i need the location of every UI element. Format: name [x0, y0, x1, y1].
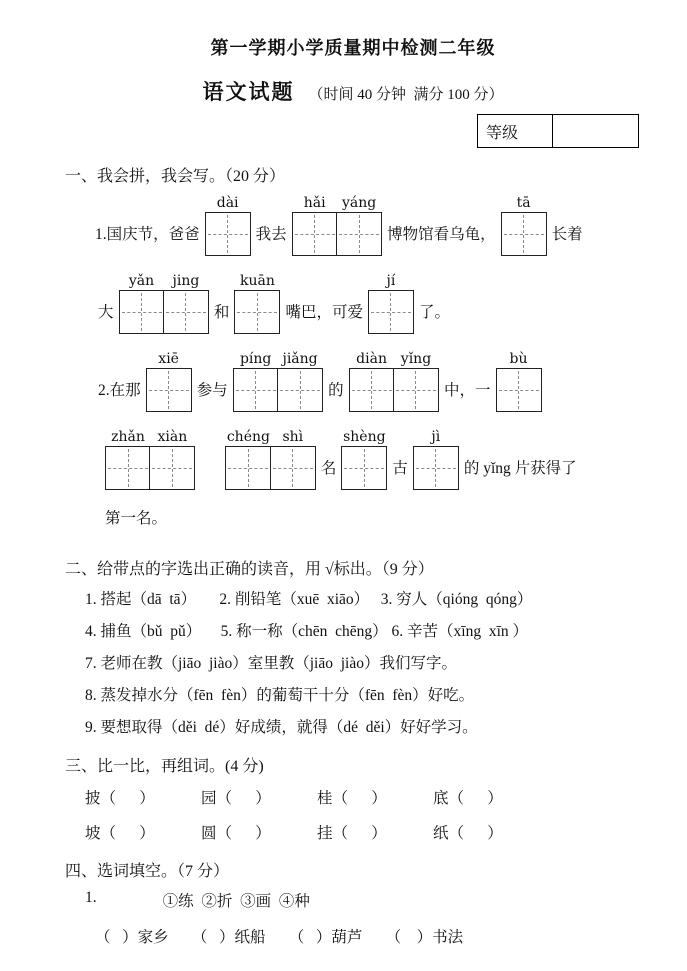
writing-box[interactable] — [233, 368, 279, 412]
pinyin-label: yǐng — [400, 351, 432, 367]
writing-box-col — [413, 428, 459, 490]
pinyin-label: tā — [516, 195, 531, 211]
writing-box-group — [234, 272, 280, 334]
word-pair-cell: 底（ ） — [433, 790, 503, 807]
word-pair-cell: 坡（ ） — [85, 825, 155, 842]
write-line — [65, 272, 641, 334]
pinyin-label: yáng — [341, 195, 377, 211]
writing-box-col — [205, 194, 251, 256]
pinyin-label: bù — [509, 351, 528, 367]
writing-box[interactable] — [496, 368, 542, 412]
writing-box-col — [146, 350, 192, 412]
pronunciation-item: 9. 要想取得（děi dé）好成绩，就得（dé děi）好好学习。 — [85, 719, 478, 736]
writing-box-col — [368, 272, 414, 334]
writing-box-col — [270, 428, 316, 490]
writing-box[interactable] — [270, 446, 316, 490]
section3-heading: 三、比一比，再组词。(4 分) — [65, 758, 264, 775]
writing-box-col — [149, 428, 195, 490]
sentence-text: 了。 — [418, 304, 450, 321]
writing-box-col — [341, 428, 387, 490]
writing-box[interactable] — [349, 368, 395, 412]
writing-box-group — [496, 350, 542, 412]
word-options: ①练 ②折 ③画 ④种 — [162, 893, 310, 910]
grade-value-cell[interactable] — [553, 114, 639, 148]
grade-table — [65, 114, 639, 148]
sentence-text: 名 — [320, 460, 337, 477]
page-title: 第一学期小学质量期中检测二年级 — [210, 38, 496, 58]
section2-heading: 二、给带点的字选出正确的读音，用 √标出。（9 分） — [65, 561, 434, 578]
writing-box[interactable] — [105, 446, 151, 490]
write-line — [65, 350, 641, 412]
pronunciation-item: 7. 老师在教（jiāo jiào）室里教（jiāo jiào）我们写字。 — [85, 655, 457, 672]
pinyin-label: chéng — [226, 429, 270, 445]
writing-box[interactable] — [234, 290, 280, 334]
pronunciation-items — [65, 589, 641, 738]
pinyin-label: yǎn — [128, 273, 155, 289]
writing-box-group — [349, 350, 439, 412]
writing-box-col — [501, 194, 547, 256]
word-choice-line — [65, 889, 641, 911]
sentence-text: 古 — [392, 460, 408, 477]
writing-box-col — [393, 350, 439, 412]
writing-box-group — [368, 272, 414, 334]
word-pair-cell: 桂（ ） — [317, 790, 387, 807]
sentence-text: 和 — [213, 304, 230, 321]
writing-box[interactable] — [368, 290, 414, 334]
writing-box-group — [205, 194, 251, 256]
writing-box-col — [163, 272, 209, 334]
fill-blanks-line: （ ）家乡 （ ）纸船 （ ）葫芦 （ ）书法 — [95, 929, 464, 946]
write-line — [65, 506, 641, 540]
pronunciation-item: 1. 搭起（dā tā） 2. 削铅笔（xuē xiāo） 3. 穷人（qióng qóng） — [85, 591, 533, 608]
pinyin-label: xiàn — [157, 429, 188, 445]
write-line — [65, 428, 641, 490]
writing-box[interactable] — [393, 368, 439, 412]
grade-label-cell: 等级 — [477, 114, 553, 148]
sentence-text: 博物馆看乌龟， — [387, 226, 496, 243]
writing-box[interactable] — [163, 290, 209, 334]
pinyin-label: diàn — [356, 351, 387, 367]
writing-box-col — [225, 428, 271, 490]
writing-box-col — [292, 194, 338, 256]
pinyin-label: zhǎn — [111, 429, 145, 445]
pinyin-label: xiē — [158, 351, 179, 367]
pinyin-label: shèng — [343, 429, 386, 445]
writing-box-group — [225, 428, 315, 490]
sentence-text: 参与 — [196, 382, 228, 399]
writing-box[interactable] — [336, 212, 382, 256]
writing-box-group — [146, 350, 192, 412]
writing-box[interactable] — [413, 446, 459, 490]
section4-heading: 四、选词填空。（7 分） — [65, 863, 230, 880]
writing-box-group — [501, 194, 547, 256]
writing-box-col — [496, 350, 542, 412]
writing-box[interactable] — [225, 446, 271, 490]
sentence-text: 中，一 — [443, 382, 491, 399]
subject-title: 语文试题 — [202, 80, 295, 104]
writing-box[interactable] — [146, 368, 192, 412]
sentence-text: 的 yǐng 片获得了 — [463, 460, 577, 477]
pinyin-label: jing — [172, 273, 200, 289]
sentence-text: 长着 — [551, 226, 583, 243]
pinyin-write-lines — [65, 194, 641, 540]
writing-box-col — [119, 272, 165, 334]
sentence-text: 大 — [98, 304, 114, 321]
word-pair-cell: 纸（ ） — [433, 825, 503, 842]
writing-box-col — [105, 428, 151, 490]
sentence-text: 1.国庆节，爸爸 — [95, 226, 200, 243]
writing-box[interactable] — [119, 290, 165, 334]
write-line — [65, 194, 641, 256]
pinyin-label: jí — [386, 273, 396, 289]
writing-box-col — [233, 350, 279, 412]
writing-box-group — [233, 350, 323, 412]
writing-box-group — [292, 194, 382, 256]
writing-box[interactable] — [292, 212, 338, 256]
pinyin-label: jiǎng — [282, 351, 318, 367]
pinyin-label: píng — [239, 351, 272, 367]
writing-box-col — [349, 350, 395, 412]
pinyin-label: dài — [216, 195, 239, 211]
word-pair-cell: 挂（ ） — [317, 825, 387, 842]
sentence-text: 嘴巴，可爱 — [285, 304, 363, 321]
pinyin-label: jì — [431, 429, 441, 445]
subject-line — [65, 76, 641, 106]
pinyin-label: hǎi — [303, 195, 326, 211]
word-pair-cell: 园（ ） — [201, 790, 271, 807]
sentence-text: 第一名。 — [105, 510, 168, 527]
pinyin-label: shì — [282, 429, 304, 445]
writing-box-group — [105, 428, 195, 490]
writing-box[interactable] — [341, 446, 387, 490]
writing-box[interactable] — [149, 446, 195, 490]
writing-box-group — [341, 428, 387, 490]
sentence-text: 我去 — [255, 226, 287, 243]
word-pair-cell: 披（ ） — [85, 790, 155, 807]
writing-box[interactable] — [501, 212, 547, 256]
pronunciation-item: 8. 蒸发掉水分（fēn fèn）的葡萄干十分（fēn fèn）好吃。 — [85, 687, 475, 704]
sentence-text: 2.在那 — [98, 382, 141, 399]
writing-box[interactable] — [277, 368, 323, 412]
writing-box-col — [277, 350, 323, 412]
writing-box-group — [119, 272, 209, 334]
writing-box-group — [413, 428, 459, 490]
writing-box-col — [234, 272, 280, 334]
writing-box[interactable] — [205, 212, 251, 256]
word-compare-grid — [65, 786, 641, 843]
word-pair-cell: 圆（ ） — [201, 825, 271, 842]
pinyin-label: kuān — [240, 273, 275, 289]
writing-box-col — [336, 194, 382, 256]
item-number: 1. — [85, 889, 97, 906]
sentence-text: 的 — [328, 382, 344, 399]
section1-heading: 一、我会拼，我会写。（20 分） — [65, 168, 286, 185]
pronunciation-item: 4. 捕鱼（bǔ pǔ） 5. 称一称（chēn chēng） 6. 辛苦（xīng xīn ） — [85, 623, 529, 640]
exam-meta: （时间 40 分钟 满分 100 分） — [308, 87, 504, 103]
